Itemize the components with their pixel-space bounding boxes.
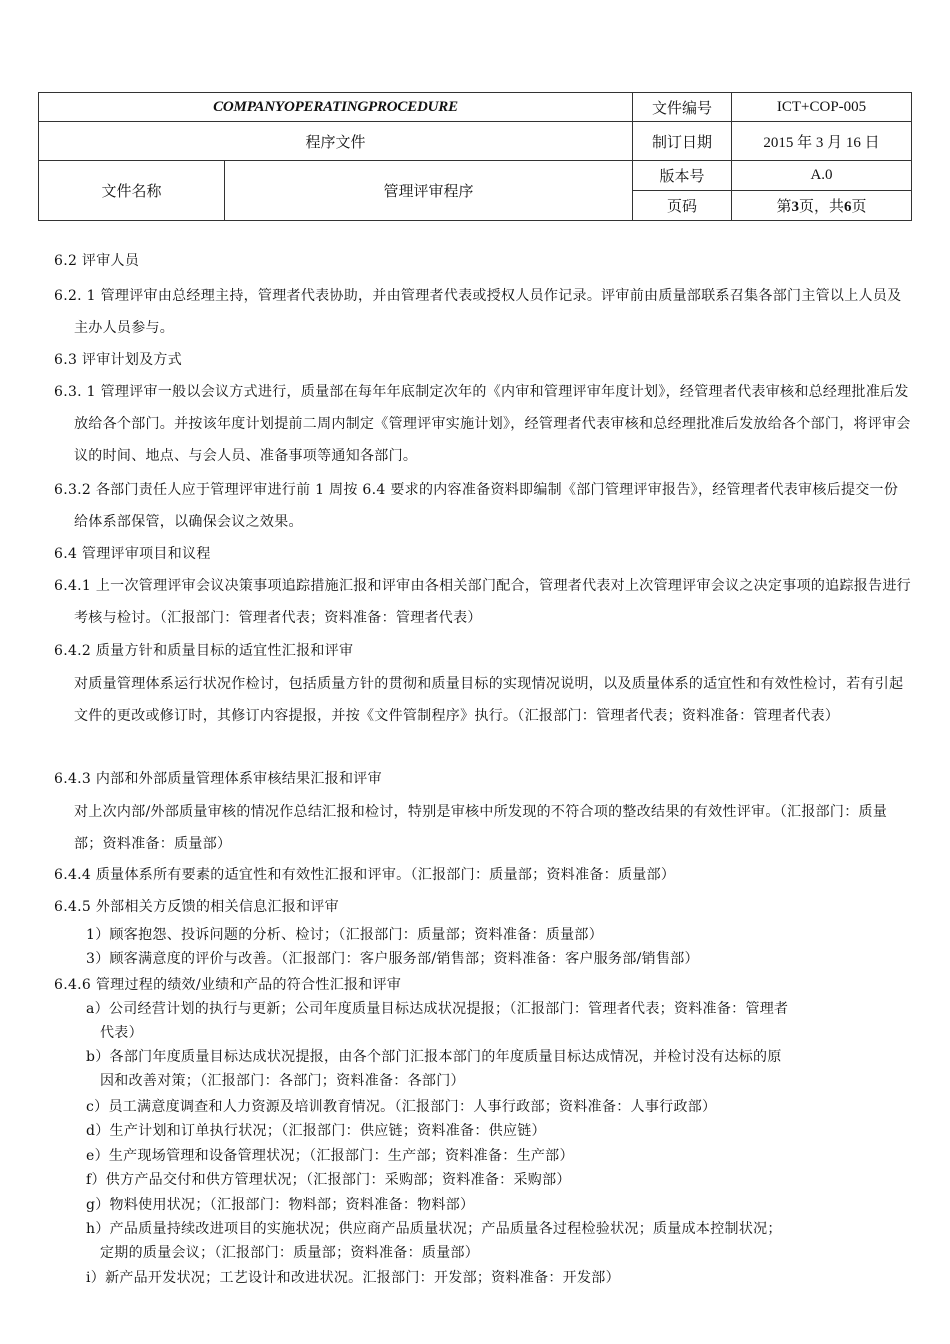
date-value: 2015 年 3 月 16 日	[732, 122, 912, 161]
section-6-4-6: 6.4.6 管理过程的绩效/业绩和产品的符合性汇报和评审	[54, 977, 402, 993]
section-6-4-1-text: 6.4.1 上一次管理评审会议决策事项追踪措施汇报和评审由各相关部门配合，管理者代表对上次管理评审会议之决定事项的追踪报告进行考核与检讨。（汇报部门：管理者代表；资料准备：管理者代表）	[54, 578, 911, 626]
section-6-4-3-body-text: 对上次内部/外部质量审核的情况作总结汇报和检讨，特别是审核中所发现的不符合项的整改结果的有效性评审。（汇报部门：质量部；资料准备：质量部）	[74, 804, 888, 852]
item-b-line1: b）各部门年度质量目标达成状况提报，由各个部门汇报本部门的年度质量目标达成情况，并检讨没有达标的原	[86, 1049, 782, 1065]
page-mid: 页，共	[799, 199, 845, 215]
section-6-2: 6.2 评审人员	[54, 253, 140, 269]
section-6-4-1	[54, 570, 912, 634]
page-value	[732, 191, 912, 221]
item-g: g）物料使用状况；（汇报部门：物料部；资料准备：物料部）	[86, 1197, 475, 1213]
page-suffix: 页	[851, 199, 867, 215]
page-label: 页码	[633, 191, 732, 221]
version-value: A.0	[732, 161, 912, 191]
date-label: 制订日期	[633, 122, 732, 161]
section-6-4-5: 6.4.5 外部相关方反馈的相关信息汇报和评审	[54, 899, 339, 915]
item-a-line2: 代表）	[100, 1025, 143, 1041]
section-6-3-1	[54, 376, 912, 472]
section-6-2-1	[54, 280, 912, 344]
section-6-4-3: 6.4.3 内部和外部质量管理体系审核结果汇报和评审	[54, 771, 382, 787]
doc-no-label: 文件编号	[633, 93, 732, 122]
company-title: COMPANYOPERATINGPROCEDURE	[39, 93, 633, 122]
page-total: 6	[844, 199, 852, 215]
page-current: 3	[791, 199, 799, 215]
section-6-4-3-body	[74, 796, 912, 860]
page-prefix: 第	[776, 199, 792, 215]
item-d: d）生产计划和订单执行状况；（汇报部门：供应链；资料准备：供应链）	[86, 1123, 546, 1139]
section-6-4-2-body-text: 对质量管理体系运行状况作检讨，包括质量方针的贯彻和质量目标的实现情况说明，以及质量体系的适宜性和有效性检讨，若有引起文件的更改或修订时，其修订内容提报，并按《文件管制程序》执行。（汇报部门：管理者代表；资料准备：管理者代表）	[74, 676, 904, 724]
item-i: i）新产品开发状况；工艺设计和改进状况。汇报部门：开发部；资料准备：开发部）	[86, 1270, 620, 1286]
section-6-3-1-text: 6.3. 1 管理评审一般以会议方式进行，质量部在每年年底制定次年的《内审和管理评审年度计划》，经管理者代表审核和总经理批准后发放给各个部门。并按该年度计划提前二周内制定《管理评审实施计划》，经管理者代表审核和总经理批准后发放给各个部门，将评审会议的时间、地点、与会人员、准备事项等通知各部门。	[54, 384, 911, 464]
doc-type: 程序文件	[39, 122, 633, 161]
item-b-line2: 因和改善对策；（汇报部门：各部门；资料准备：各部门）	[100, 1073, 465, 1089]
item-1: 1）顾客抱怨、投诉问题的分析、检讨；（汇报部门：质量部；资料准备：质量部）	[86, 927, 604, 943]
file-name-value: 管理评审程序	[225, 161, 633, 221]
item-h-line2: 定期的质量会议；（汇报部门：质量部；资料准备：质量部）	[100, 1245, 480, 1261]
section-6-4: 6.4 管理评审项目和议程	[54, 546, 211, 562]
item-3: 3）顾客满意度的评价与改善。（汇报部门：客户服务部/销售部；资料准备：客户服务部/销售部）	[86, 951, 699, 967]
section-6-2-1-text: 6.2. 1 管理评审由总经理主持，管理者代表协助，并由管理者代表或授权人员作记录。评审前由质量部联系召集各部门主管以上人员及主办人员参与。	[54, 288, 902, 336]
file-name-label: 文件名称	[39, 161, 225, 221]
section-6-4-4: 6.4.4 质量体系所有要素的适宜性和有效性汇报和评审。（汇报部门：质量部；资料准备：质量部）	[54, 867, 676, 883]
item-c: c）员工满意度调查和人力资源及培训教育情况。（汇报部门：人事行政部；资料准备：人事行政部）	[86, 1099, 717, 1115]
item-e: e）生产现场管理和设备管理状况；（汇报部门：生产部；资料准备：生产部）	[86, 1148, 574, 1164]
section-6-3: 6.3 评审计划及方式	[54, 352, 183, 368]
section-6-4-2-body	[74, 668, 912, 732]
item-f: f）供方产品交付和供方管理状况；（汇报部门：采购部；资料准备：采购部）	[86, 1172, 571, 1188]
section-6-3-2	[54, 474, 912, 538]
doc-no-value: ICT+COP-005	[732, 93, 912, 122]
version-label: 版本号	[633, 161, 732, 191]
section-6-4-2: 6.4.2 质量方针和质量目标的适宜性汇报和评审	[54, 643, 354, 659]
section-6-3-2-text: 6.3.2 各部门责任人应于管理评审进行前 1 周按 6.4 要求的内容准备资料即编制《部门管理评审报告》，经管理者代表审核后提交一份给体系部保管，以确保会议之效果。	[54, 482, 899, 530]
document-header-table	[38, 92, 912, 221]
item-a-line1: a）公司经营计划的执行与更新；公司年度质量目标达成状况提报；（汇报部门：管理者代表；资料准备：管理者	[86, 1001, 789, 1017]
item-h-line1: h）产品质量持续改进项目的实施状况；供应商产品质量状况；产品质量各过程检验状况；质量成本控制状况；	[86, 1221, 782, 1237]
